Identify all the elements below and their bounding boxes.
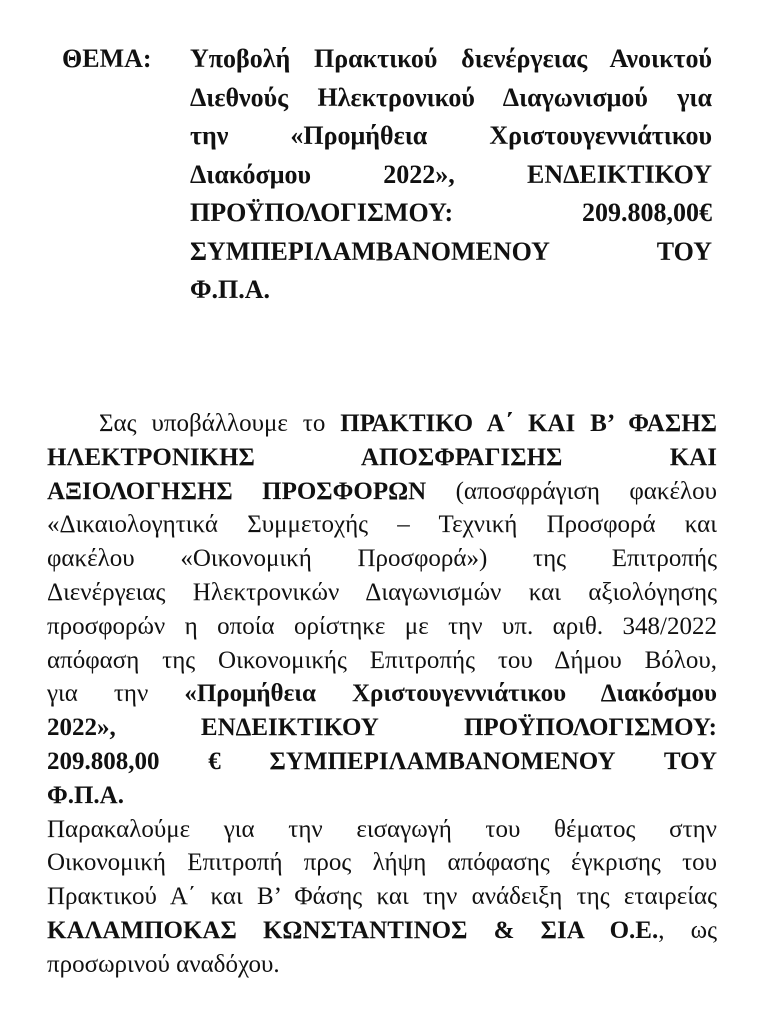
paragraph-request	[47, 813, 717, 982]
subject-line: Φ.Π.Α.	[190, 275, 271, 304]
subject-label: ΘΕΜΑ:	[62, 44, 152, 73]
paragraph-line: απόφαση της Οικονομικής Επιτροπής του Δήμου Βόλου,	[47, 646, 717, 674]
paragraph-line: 2022», ΕΝΔΕΙΚΤΙΚΟΥ ΠΡΟΫΠΟΛΟΓΙΣΜΟΥ:	[47, 714, 717, 742]
subject-line: Διακόσμου 2022», ΕΝΔΕΙΚΤΙΚΟΥ	[190, 159, 712, 189]
paragraph-line: Σας υποβάλλουμε το ΠΡΑΚΤΙΚΟ Α΄ ΚΑΙ Β’ ΦΑΣΗΣ	[99, 410, 717, 437]
subject-block	[62, 40, 712, 310]
subject-line: ΠΡΟΫΠΟΛΟΓΙΣΜΟΥ: 209.808,00€	[190, 198, 712, 227]
paragraph-line: Φ.Π.Α.	[47, 781, 124, 809]
paragraph-line: Διενέργειας Ηλεκτρονικών Διαγωνισμών και αξιολόγησης	[47, 578, 717, 606]
paragraph-line: Οικονομική Επιτροπή προς λήψη απόφασης έγκρισης του	[47, 849, 717, 877]
paragraph-line: για την «Προμήθεια Χριστουγεννιάτικου Διακόσμου	[47, 680, 717, 708]
paragraph-line: φακέλου «Οικονομική Προσφορά») της Επιτροπής	[47, 545, 717, 573]
paragraph-line: προσωρινού αναδόχου.	[47, 950, 280, 978]
subject-line: Διεθνούς Ηλεκτρονικού Διαγωνισμού για	[190, 82, 712, 112]
paragraph-line: ΚΑΛΑΜΠΟΚΑΣ ΚΩΝΣΤΑΝΤΙΝΟΣ & ΣΙΑ Ο.Ε., ως	[47, 916, 717, 944]
subject-text	[190, 40, 712, 310]
paragraph-line: Παρακαλούμε για την εισαγωγή του θέματος στην	[47, 815, 717, 843]
subject-line: ΣΥΜΠΕΡΙΛΑΜΒΑΝΟΜΕΝΟΥ ΤΟΥ	[190, 236, 712, 266]
paragraph-line: 209.808,00 € ΣΥΜΠΕΡΙΛΑΜΒΑΝΟΜΕΝΟΥ ΤΟΥ	[47, 747, 717, 775]
subject-line: Υποβολή Πρακτικού διενέργειας Ανοικτού	[190, 44, 712, 73]
paragraph-line: Πρακτικού Α΄ και Β’ Φάσης και την ανάδειξη της εταιρείας	[47, 883, 717, 911]
paragraph-line: «Δικαιολογητικά Συμμετοχής – Τεχνική Προσφορά και	[47, 511, 717, 539]
paragraph-line: προσφορών η οποία ορίστηκε με την υπ. αριθ. 348/2022	[47, 612, 717, 640]
paragraph-line: ΑΞΙΟΛΟΓΗΣΗΣ ΠΡΟΣΦΟΡΩΝ (αποσφράγιση φακέλου	[47, 477, 717, 505]
body-text	[47, 407, 717, 982]
paragraph-line: ΗΛΕΚΤΡΟΝΙΚΗΣ ΑΠΟΣΦΡΑΓΙΣΗΣ ΚΑΙ	[47, 443, 717, 471]
paragraph-submission	[47, 407, 717, 813]
subject-line: την «Προμήθεια Χριστουγεννιάτικου	[190, 121, 712, 150]
